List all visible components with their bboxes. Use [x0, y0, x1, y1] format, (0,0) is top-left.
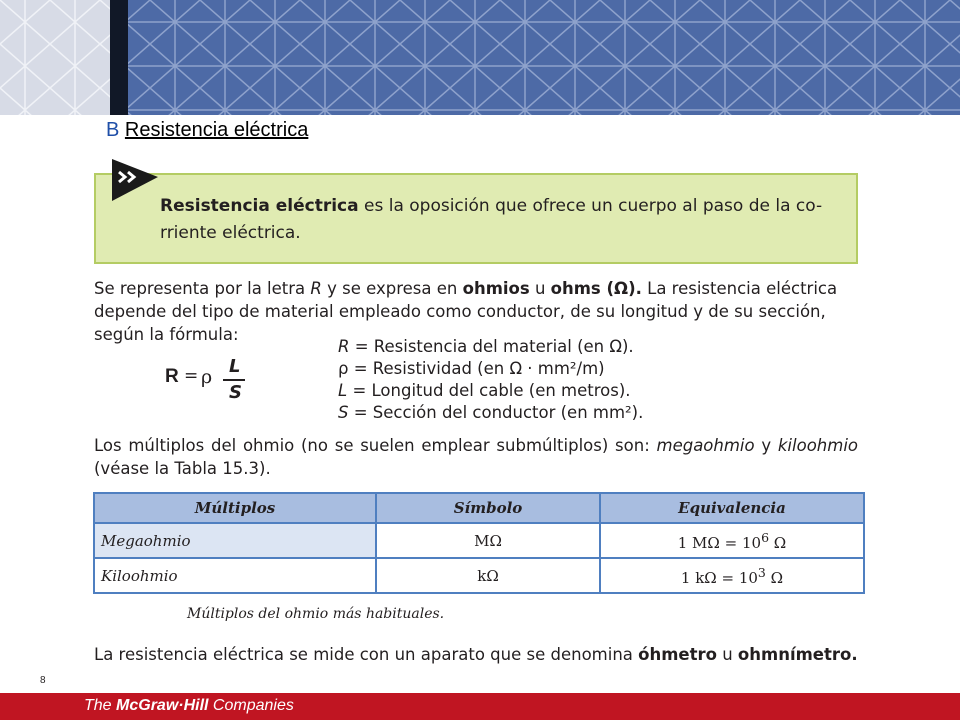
formula-numerator: L [229, 356, 241, 377]
formula-rho: ρ [201, 366, 213, 388]
legend-text: = Sección del conductor (en mm²). [348, 403, 644, 422]
legend-text: = Resistencia del material (en Ω). [349, 337, 634, 356]
text: y [754, 436, 778, 455]
table-row [94, 523, 864, 558]
header-banner [0, 0, 960, 115]
definition-term: Resistencia eléctrica [160, 196, 359, 216]
text: u [529, 279, 551, 298]
formula-equals: = [184, 366, 199, 386]
double-chevron-icon [112, 159, 158, 201]
formula-denominator: S [229, 382, 242, 403]
column-header: Símbolo [376, 493, 600, 523]
formula-lhs: R [165, 366, 179, 387]
table-caption: Múltiplos del ohmio más habituales. [187, 606, 445, 622]
legend-symbol: S [338, 403, 349, 422]
legend-text: = Resistividad (en Ω · mm²/m) [348, 359, 605, 378]
banner-pattern-icon [0, 0, 960, 115]
bold-ohmetro: óhmetro [638, 645, 717, 664]
equiv-text: 1 kΩ = 10 [680, 568, 758, 587]
italic-megaohmio: megaohmio [656, 436, 755, 455]
footer-bar [0, 693, 960, 720]
equiv-text: 1 MΩ = 10 [677, 533, 762, 552]
paragraph-multiples [94, 434, 858, 480]
equiv-exponent: 3 [757, 564, 766, 580]
legend-symbol: ρ [338, 359, 349, 378]
definition-line2: rriente eléctrica. [160, 223, 301, 243]
text: Los múltiplos del ohmio (no se suelen emplear submúltiplos) son: [94, 436, 657, 455]
legend-symbol: L [338, 381, 348, 400]
italic-kiloohmio: kiloohmio [777, 436, 858, 455]
equiv-unit: Ω [769, 533, 787, 552]
logo-brand: McGraw·Hill [116, 697, 209, 714]
page-number: 8 [40, 675, 46, 686]
section-title-text: Resistencia eléctrica [124, 119, 309, 141]
legend-item [338, 380, 643, 402]
legend-text: = Longitud del cable (en metros). [347, 381, 631, 400]
logo-the: The [84, 697, 117, 714]
text: y se expresa en [321, 279, 463, 298]
paragraph-measurement [94, 643, 858, 666]
equiv-exponent: 6 [761, 529, 770, 545]
formula-legend [338, 336, 643, 424]
definition-line1: es la oposición que ofrece un cuerpo al paso de la co- [358, 196, 823, 216]
table-row [94, 558, 864, 593]
cell-equivalence [600, 558, 864, 593]
symbol-r: R [310, 279, 322, 298]
section-letter: B [106, 119, 120, 141]
definition-text [160, 193, 842, 247]
text: La resistencia eléctrica depende del tipo de material empleado como conductor, de su longitud y de su sección, según la fórmula: [94, 279, 838, 344]
legend-symbol: R [338, 337, 350, 356]
column-header: Equivalencia [600, 493, 864, 523]
table-header-row [94, 493, 864, 523]
text: Se representa por la letra [94, 279, 311, 298]
fraction-bar [223, 379, 245, 381]
text: (véase la Tabla 15.3). [94, 459, 271, 478]
logo-companies: Companies [208, 697, 294, 714]
cell-name: Megaohmio [94, 523, 376, 558]
cell-equivalence [600, 523, 864, 558]
publisher-logo [84, 697, 294, 715]
section-title [106, 119, 308, 142]
text: La resistencia eléctrica se mide con un aparato que se denomina [94, 645, 639, 664]
cell-symbol: MΩ [376, 523, 600, 558]
equiv-unit: Ω [765, 568, 784, 587]
multiples-table [93, 492, 865, 594]
bold-ohmios: ohmios [462, 279, 530, 298]
legend-item [338, 336, 643, 358]
legend-item [338, 402, 643, 424]
column-header: Múltiplos [94, 493, 376, 523]
cell-symbol: kΩ [376, 558, 600, 593]
text: u [716, 645, 738, 664]
cell-name: Kiloohmio [94, 558, 376, 593]
bold-ohms: ohms (Ω). [550, 279, 642, 298]
bold-ohmnimetro: ohmnímetro. [737, 645, 858, 664]
legend-item [338, 358, 643, 380]
